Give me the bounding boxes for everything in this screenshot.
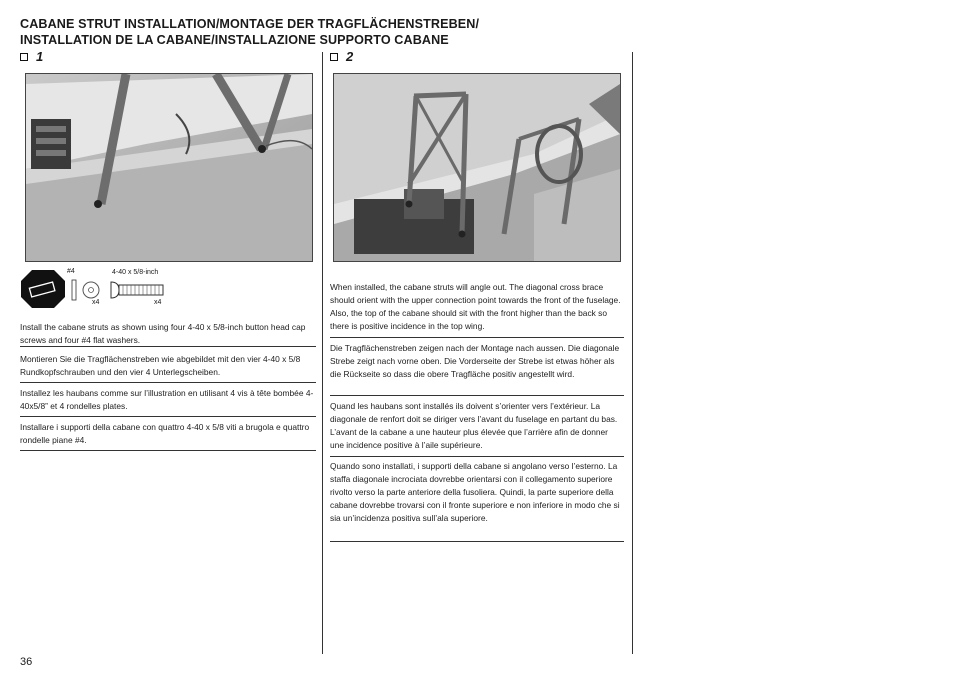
step-2-heading bbox=[330, 49, 353, 64]
washer-icon bbox=[81, 280, 101, 300]
step-1-heading bbox=[20, 49, 43, 64]
washer-label: #4 bbox=[67, 268, 75, 275]
divider bbox=[20, 346, 316, 347]
right-margin-line bbox=[632, 52, 633, 654]
divider bbox=[330, 541, 624, 542]
step-1-number: 1 bbox=[36, 49, 44, 64]
divider bbox=[330, 456, 624, 457]
divider bbox=[330, 337, 624, 338]
right-text-fr: Quand les haubans sont installés ils doivent s’orienter vers l’extérieur. La diagonale de renfort doit se diriger vers l’avant du fuselage en partant du bas. L’avant de la cabane a une hauteur plus élevée que l’arrière afin de donner une incidence positive à l’aile supérieure. bbox=[330, 401, 618, 450]
title-line-2: INSTALLATION DE LA CABANE/INSTALLAZIONE SUPPORTO CABANE bbox=[20, 33, 449, 47]
right-text-en: When installed, the cabane struts will angle out. The diagonal cross brace should orient with the upper connection point towards the front of the fuselage. Also, the top of the cabane should sit with the front higher than the back so there is positive incidence in the top wing. bbox=[330, 282, 621, 331]
screw-qty: x4 bbox=[154, 299, 162, 306]
checkbox-icon[interactable] bbox=[330, 53, 338, 61]
divider bbox=[330, 395, 624, 396]
left-text-it: Installare i supporti della cabane con quattro 4-40 x 5/8 viti a brugola e quattro rondelle piane #4. bbox=[20, 422, 310, 445]
washer-qty: x4 bbox=[92, 299, 100, 306]
column-divider bbox=[322, 52, 323, 654]
screw-label: 4-40 x 5/8-inch bbox=[112, 269, 159, 276]
parts-list bbox=[20, 268, 320, 308]
step-2-number: 2 bbox=[346, 49, 354, 64]
washer-side-icon bbox=[71, 279, 77, 301]
divider bbox=[20, 382, 316, 383]
screw-icon bbox=[109, 280, 165, 300]
title-line-1: CABANE STRUT INSTALLATION/MONTAGE DER TRAGFLÄCHENSTREBEN/ bbox=[20, 17, 480, 31]
hardware-bag-icon bbox=[20, 269, 66, 309]
right-text-it: Quando sono installati, i supporti della cabane si angolano verso l’esterno. La staffa diagonale incrociata dovrebbe orientarsi con il collegamento superiore rivolto verso la parte anteriore della fusoliera. Quindi, la parte superiore della cabane dovrebbe trovarsi con il fronte superiore e non inferiore in modo che si sia un’incidenza positiva sull’ala superiore. bbox=[330, 461, 620, 523]
divider bbox=[20, 450, 316, 451]
checkbox-icon[interactable] bbox=[20, 53, 28, 61]
step-1-photo bbox=[25, 73, 313, 262]
page-number: 36 bbox=[20, 656, 33, 668]
right-text-de: Die Tragflächenstreben zeigen nach der Montage nach aussen. Die diagonale Strebe zeigt nach vorne oben. Die Vorderseite der Strebe ist etwas höher als die Rückseite so dass die obere Tragfläche positiv angestellt wird. bbox=[330, 343, 620, 379]
step-2-photo bbox=[333, 73, 621, 262]
left-text-en: Install the cabane struts as shown using four 4-40 x 5/8-inch button head cap screws and four #4 flat washers. bbox=[20, 322, 306, 345]
divider bbox=[20, 416, 316, 417]
left-text-de: Montieren Sie die Tragflächenstreben wie abgebildet mit den vier 4-40 x 5/8 Rundkopfschrauben und den vier 4 Unterlegscheiben. bbox=[20, 354, 301, 377]
left-text-fr: Installez les haubans comme sur l’illustration en utilisant 4 vis à tête bombée 4-40x5/8” et 4 rondelles plates. bbox=[20, 388, 314, 411]
page-title bbox=[20, 16, 479, 48]
